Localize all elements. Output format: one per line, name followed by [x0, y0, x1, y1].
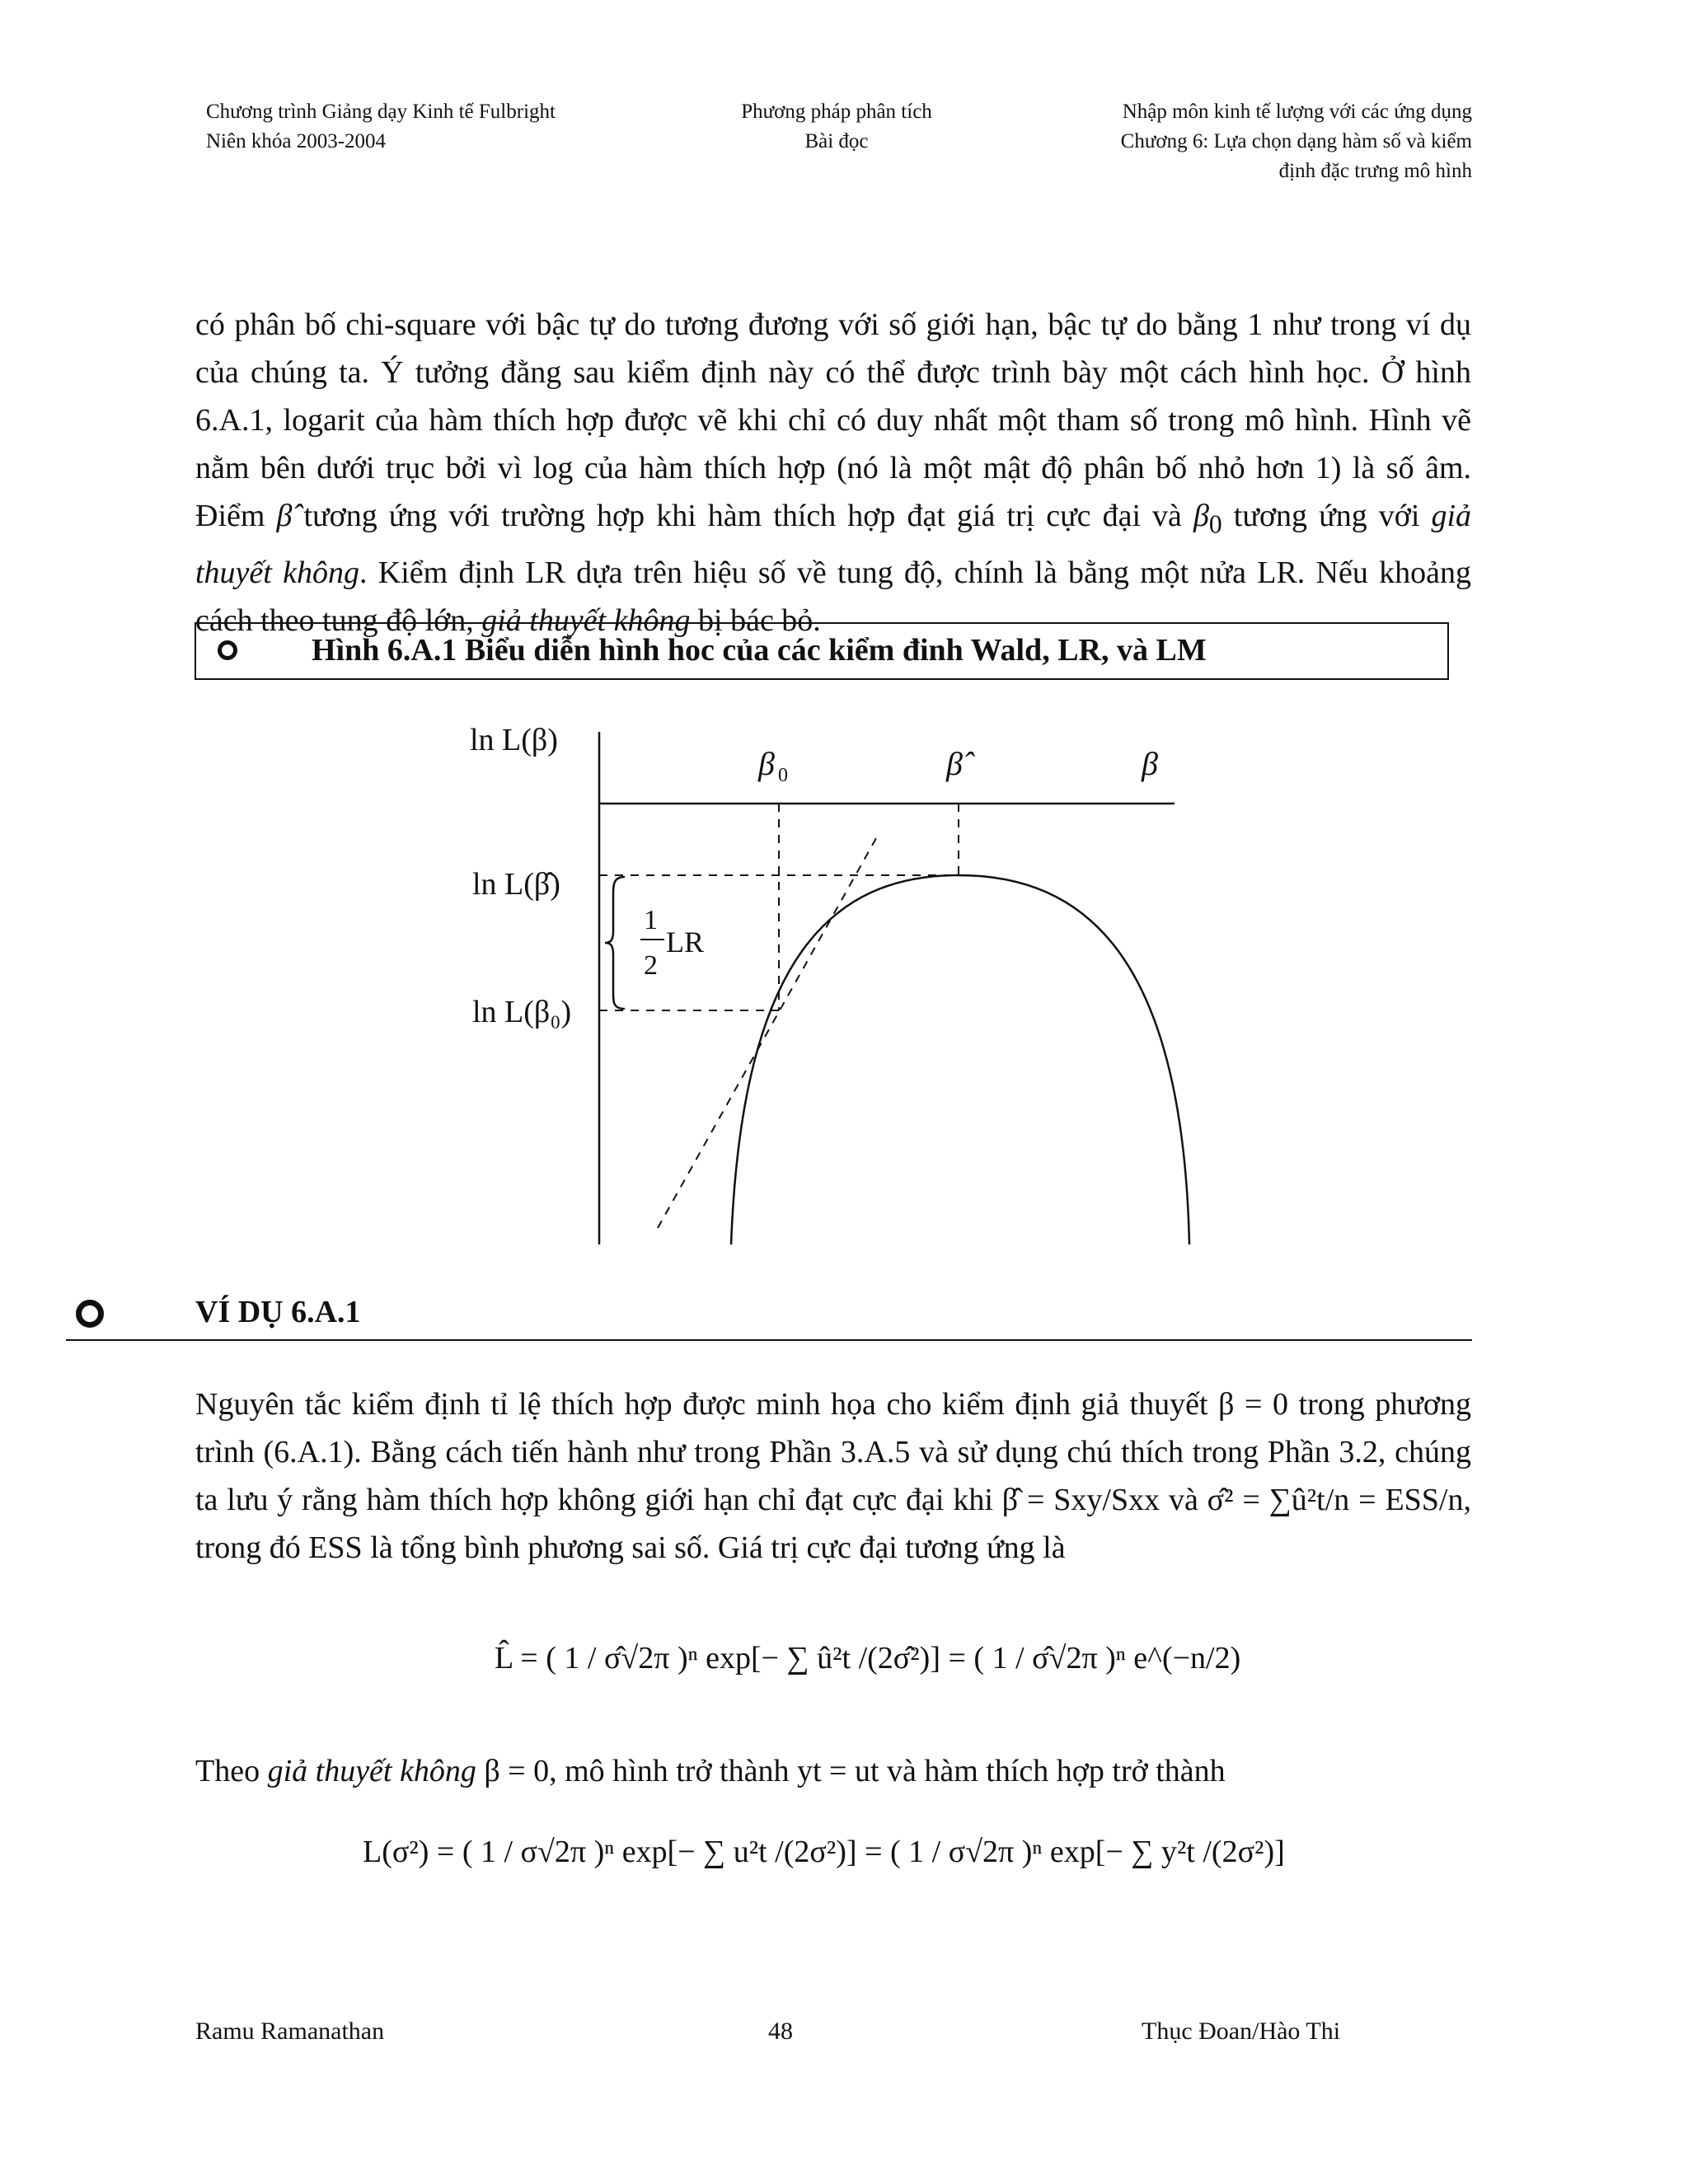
- header-year: Niên khóa 2003-2004: [206, 130, 387, 152]
- intro-text-1: có phân bố chi-square với bậc tự do tương đương với số giới hạn, bậc tự do bằng 1 như trong ví dụ của chúng ta. Ý tưởng đằng sau kiểm định này có thể được trình bày một cách hình học. Ở hình 6.A.1, logarit của hàm thích hợp được vẽ khi chỉ có duy nhất một tham số trong mô hình. Hình vẽ nằm bên dưới trục bởi vì log của hàm thích hợp (nó là một mật độ phân bố nhỏ hơn 1) là số âm. Điểm: [195, 307, 1471, 533]
- intro-text-4: . Kiểm định LR dựa trên hiệu số về tung độ, chính là bằng một nửa LR. Nếu khoảng cách theo tung độ lớn,: [195, 555, 1471, 638]
- footer-translators: Thục Đoan/Hào Thi: [1142, 2018, 1341, 2045]
- half-denominator: 2: [644, 950, 658, 981]
- null-hypothesis-term-2: giả thuyết không: [481, 602, 691, 638]
- intro-text-5: bị bác bỏ.: [690, 602, 821, 638]
- lnL-beta-hat-label: ln L(β̂): [472, 867, 560, 902]
- example-paragraph: Nguyên tắc kiểm định tỉ lệ thích hợp được minh họa cho kiểm định giả thuyết β = 0 trong phương trình (6.A.1). Bằng cách tiến hành như trong Phần 3.A.5 và sử dụng chú thích trong Phần 3.2, chúng ta lưu ý rằng hàm thích hợp không giới hạn chỉ đạt cực đại khi β̂ = Sxy/Sxx và σ̂² = ∑û²t/n = ESS/n, trong đó ESS là tổng bình phương sai số. Giá trị cực đại tương ứng là: [195, 1387, 1471, 1565]
- example-title: VÍ DỤ 6.A.1: [195, 1295, 361, 1329]
- header-course: Phương pháp phân tích: [741, 101, 932, 123]
- null-hypothesis-term: giả thuyết không: [195, 499, 1471, 590]
- beta-axis-label: β: [1142, 745, 1158, 782]
- log-likelihood-curve: [731, 875, 1189, 1244]
- lnL-beta0-label: ln L(β₀): [472, 995, 572, 1029]
- equation-max-likelihood: L̂ = ( 1 / σ̂√2π )ⁿ exp[− ∑ û²t /(2σ̂²)] = ( 1 / σ̂√2π )ⁿ e^(−n/2): [495, 1641, 1241, 1675]
- lr-label: LR: [666, 926, 705, 958]
- tangent-line: [658, 832, 879, 1228]
- example-bullet-icon: [76, 1300, 104, 1328]
- example-divider: [66, 1339, 1472, 1341]
- p2-text-b: β = 0, mô hình trở thành yt = ut và hàm thích hợp trở thành: [476, 1754, 1226, 1788]
- header-chapter-cont: định đặc trưng mô hình: [1278, 160, 1472, 182]
- half-lr-brace: [605, 877, 625, 1009]
- intro-text-3: tương ứng với: [1221, 499, 1432, 533]
- footer-author: Ramu Ramanathan: [195, 2018, 385, 2045]
- footer-page-number: 48: [768, 2018, 793, 2045]
- equation-restricted-likelihood: L(σ²) = ( 1 / σ√2π )ⁿ exp[− ∑ u²t /(2σ²)] = ( 1 / σ√2π )ⁿ exp[− ∑ y²t /(2σ²)]: [363, 1835, 1285, 1869]
- beta-hat-symbol: β̂: [276, 499, 293, 533]
- beta-hat-axis-label: β̂: [946, 745, 963, 782]
- header-chapter: Chương 6: Lựa chọn dạng hàm số và kiểm: [1120, 130, 1472, 152]
- beta0-symbol: β: [1193, 499, 1209, 533]
- beta0-subscript: 0: [1208, 509, 1222, 539]
- intro-text-2: tương ứng với trường hợp khi hàm thích hợp đạt giá trị cực đại và: [292, 499, 1193, 533]
- null-hypothesis-paragraph: [195, 1747, 1226, 1795]
- figure-title: Hình 6.A.1 Biểu diễn hình hoc của các kiểm đinh Wald, LR, và LM: [312, 633, 1207, 668]
- half-numerator: 1: [644, 905, 658, 935]
- y-axis-label: ln L(β): [470, 723, 558, 757]
- beta0-axis-subscript: 0: [778, 765, 788, 786]
- p2-null-term: giả thuyết không: [267, 1754, 476, 1788]
- header-reading: Bài đọc: [804, 130, 869, 152]
- p2-text-a: Theo: [195, 1754, 268, 1788]
- beta0-axis-label: β: [758, 745, 775, 782]
- header-program: Chương trình Giảng dạy Kinh tế Fulbright: [206, 101, 556, 123]
- header-book: Nhập môn kinh tế lượng với các ứng dụng: [1122, 101, 1472, 123]
